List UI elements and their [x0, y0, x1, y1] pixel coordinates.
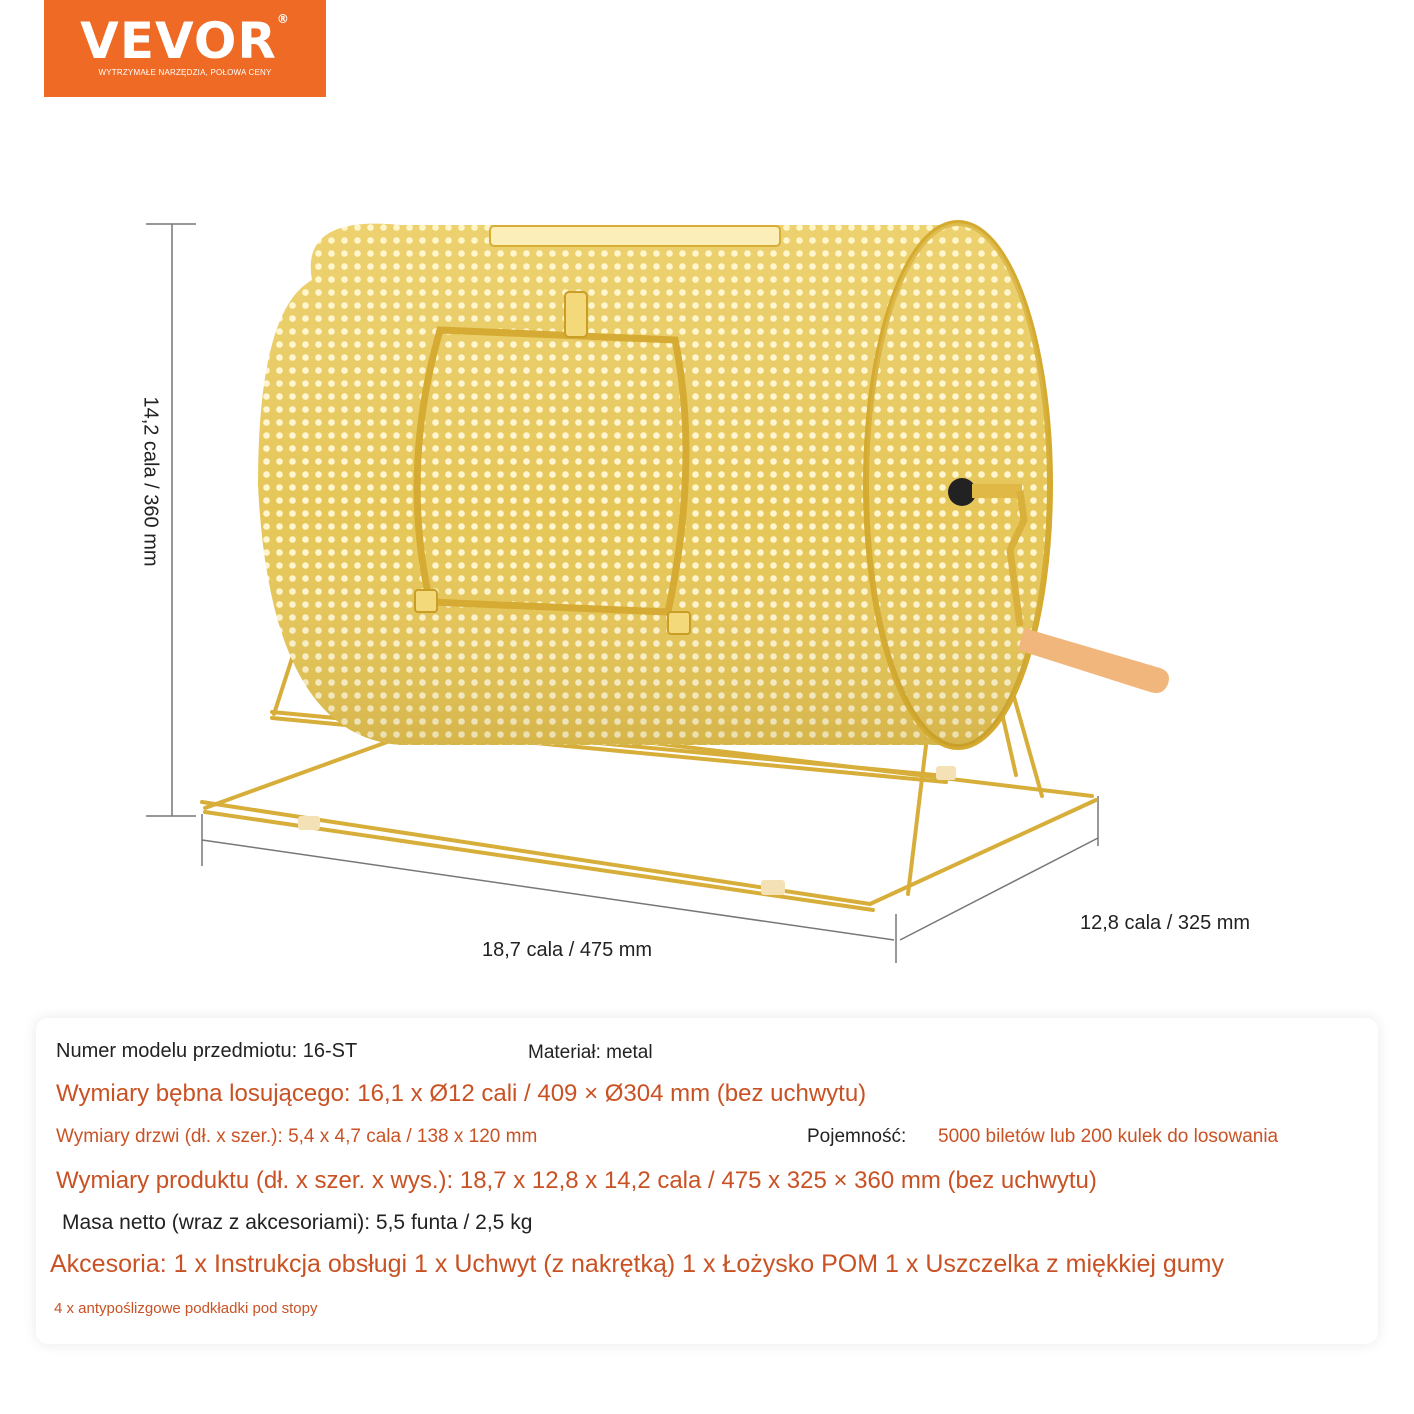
lottery-drum-icon [0, 190, 1414, 990]
capacity-value: 5000 biletów lub 200 kulek do losowania [938, 1126, 1279, 1147]
height-dimension-label: 14,2 cala / 360 mm [139, 396, 162, 567]
logo-brand: VEVOR® [80, 12, 290, 70]
depth-dimension-label: 12,8 cala / 325 mm [1080, 912, 1251, 934]
logo-tagline: WYTRZYMAŁE NARZĘDZIA, POŁOWA CENY [98, 68, 272, 77]
model-number: Numer modelu przedmiotu: 16-ST [56, 1040, 358, 1062]
net-weight: Masa netto (wraz z akcesoriami): 5,5 funta / 2,5 kg [62, 1211, 533, 1234]
accessories-extra: 4 x antypoślizgowe podkładki pod stopy [54, 1300, 318, 1317]
accessories: Akcesoria: 1 x Instrukcja obsługi 1 x Uchwyt (z nakrętką) 1 x Łożysko POM 1 x Uszczelka z miękkiej gumy [50, 1250, 1224, 1278]
vevor-logo [44, 0, 326, 97]
material: Materiał: metal [528, 1042, 653, 1063]
specifications-card [36, 1018, 1378, 1344]
drum-dimensions: Wymiary bębna losującego: 16,1 x Ø12 cali / 409 × Ø304 mm (bez uchwytu) [56, 1080, 867, 1107]
door-dimensions: Wymiary drzwi (dł. x szer.): 5,4 x 4,7 cala / 138 x 120 mm [56, 1126, 538, 1147]
product-dimensions: Wymiary produktu (dł. x szer. x wys.): 18,7 x 12,8 x 14,2 cala / 475 x 325 × 360 mm (bez uchwytu) [56, 1167, 1097, 1194]
capacity-label: Pojemność: [807, 1126, 907, 1147]
width-dimension-label: 18,7 cala / 475 mm [482, 939, 653, 961]
